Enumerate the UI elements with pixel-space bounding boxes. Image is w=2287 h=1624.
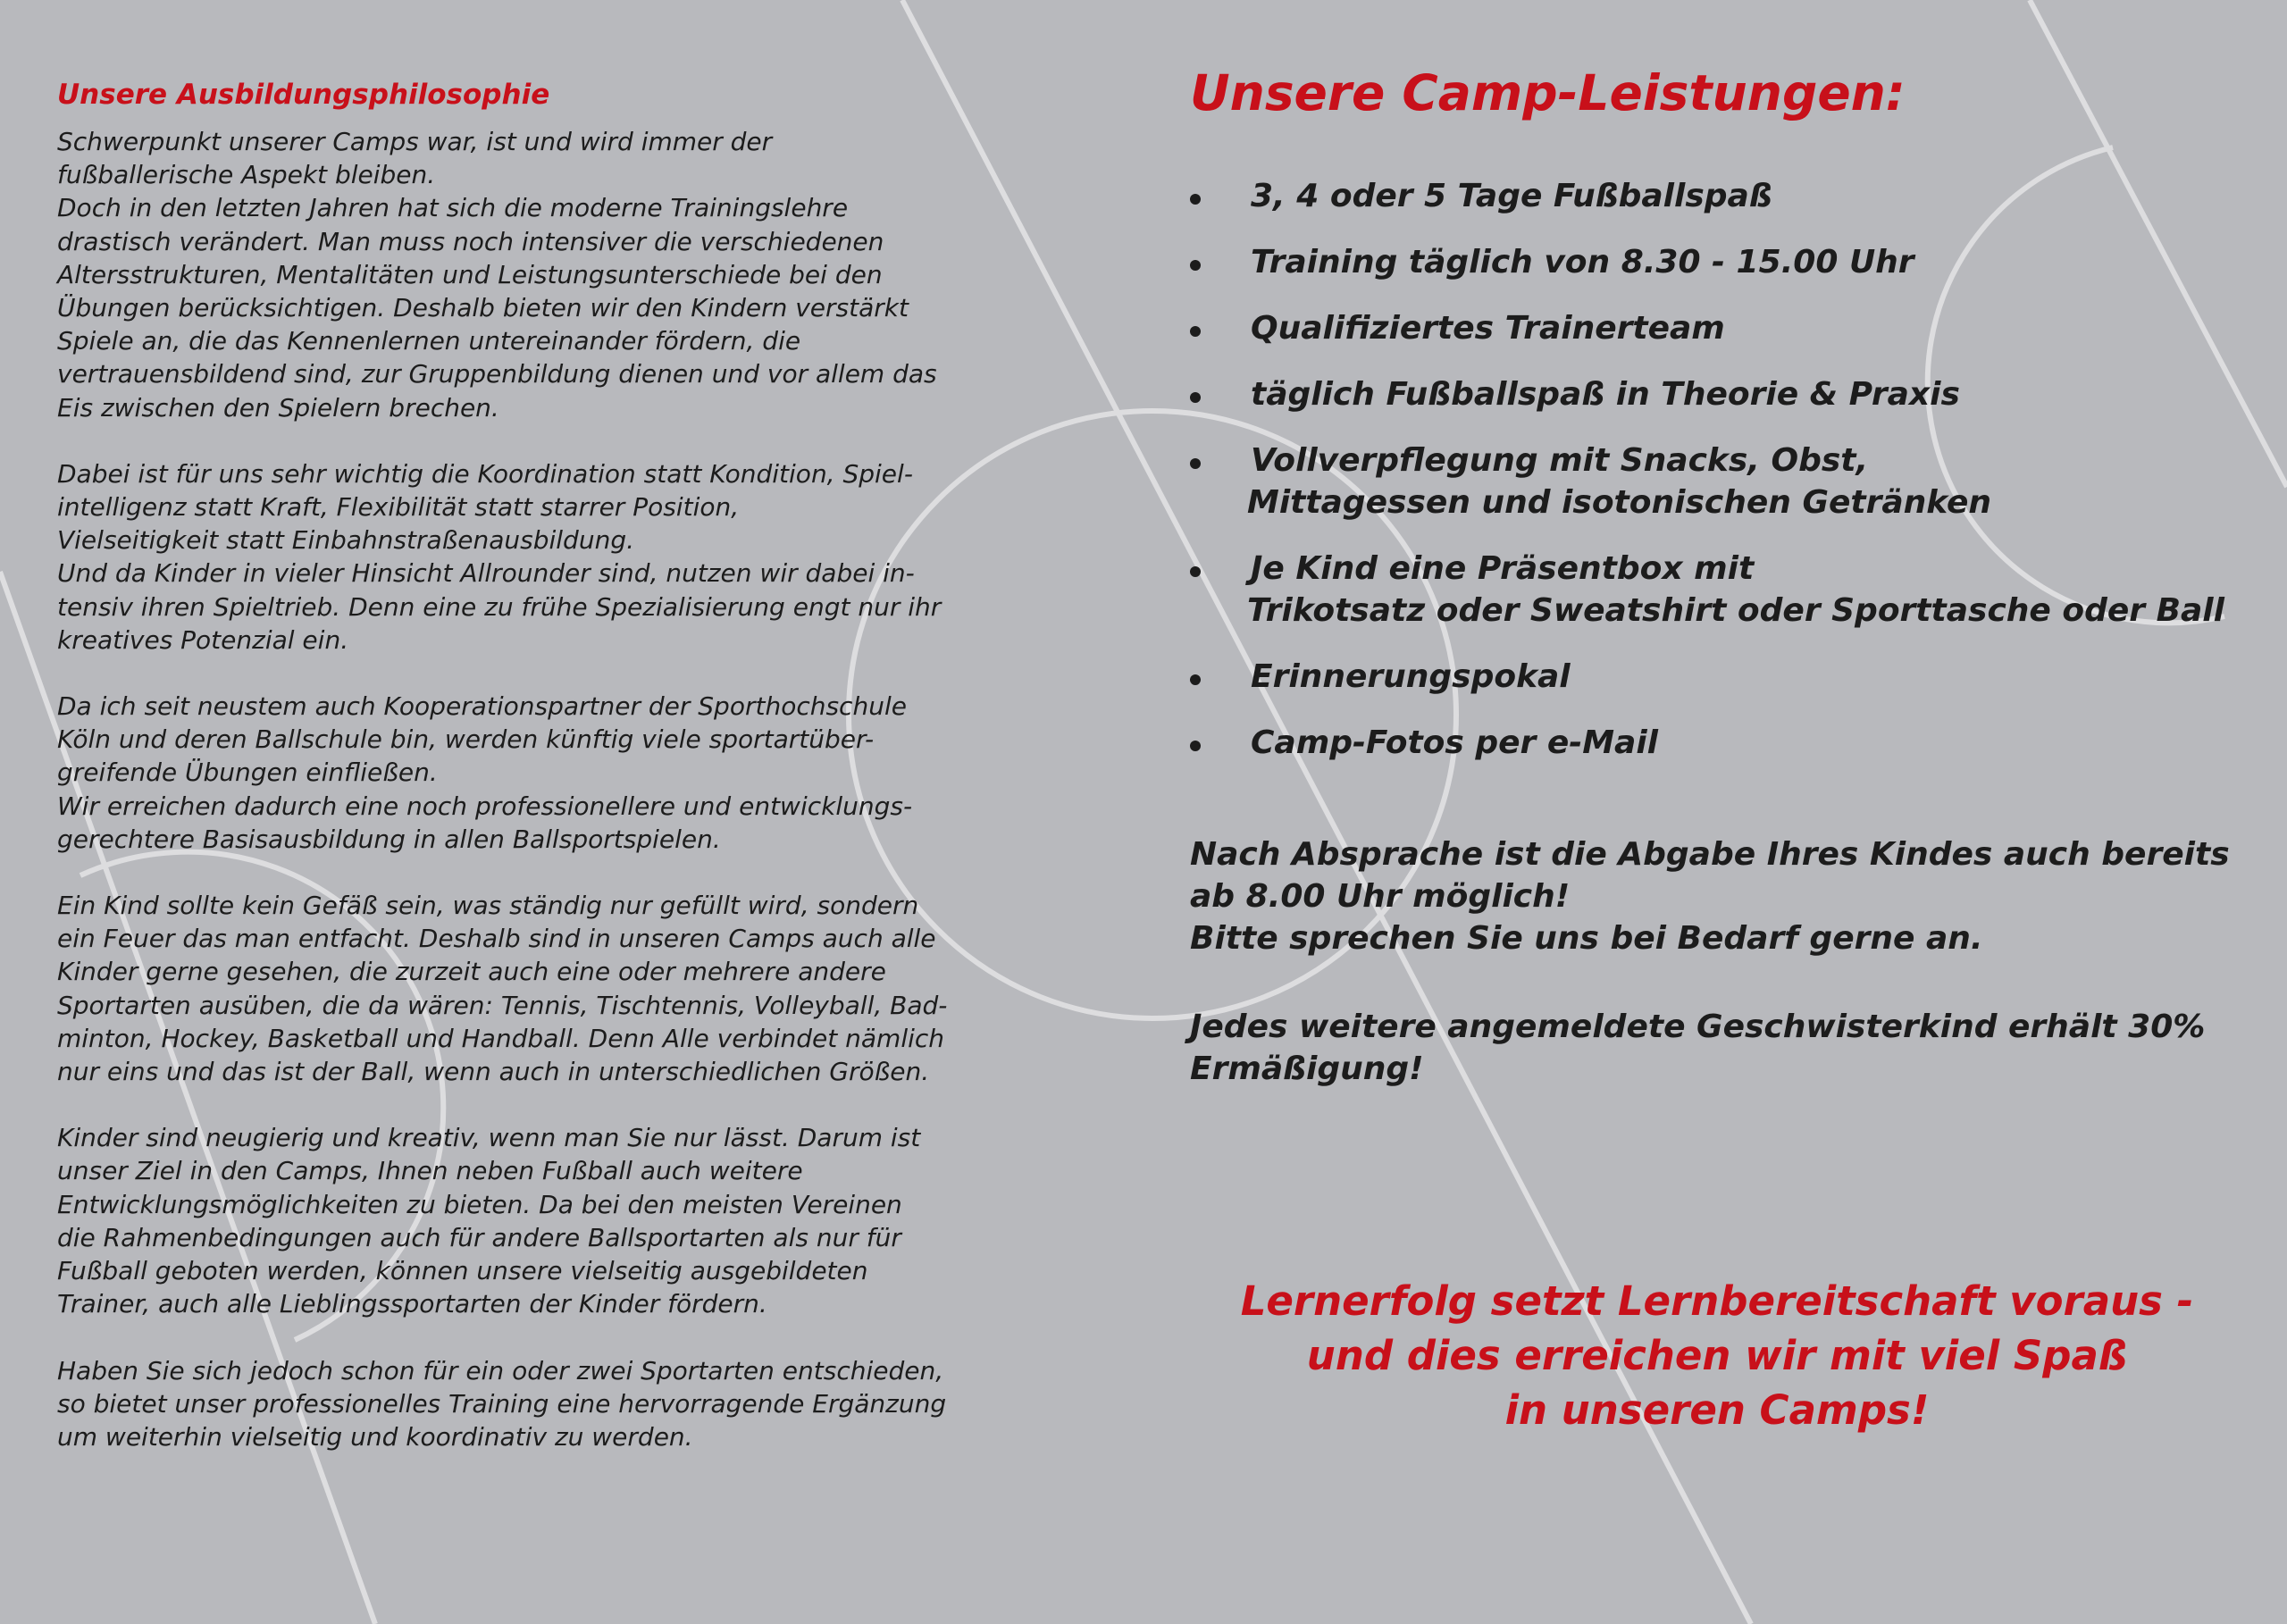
text-line: nur eins und das ist der Ball, wenn auch in unterschiedlichen Größen. <box>57 1057 930 1087</box>
text-line: Kinder gerne gesehen, die zurzeit auch eine oder mehrere andere <box>57 957 886 987</box>
note-line: Bitte sprechen Sie uns bei Bedarf gerne an. <box>1190 920 1983 957</box>
service-item <box>1190 241 2244 283</box>
text-line: die Rahmenbedingungen auch für andere Ballsportarten als nur für <box>57 1222 901 1252</box>
philosophy-column <box>57 73 1035 1486</box>
philosophy-paragraph <box>57 125 1035 424</box>
bullet-icon <box>1190 741 1201 751</box>
text-line: Wir erreichen dadurch eine noch professionellere und entwicklungs- <box>57 791 913 821</box>
text-line: Übungen berücksichtigen. Deshalb bieten wir den Kindern verstärkt <box>57 293 909 323</box>
services-list <box>1190 175 2244 764</box>
service-item <box>1190 307 2244 349</box>
service-text: täglich Fußballspaß in Theorie & Praxis <box>1251 376 1960 413</box>
text-line: Haben Sie sich jedoch schon für ein oder zwei Sportarten entschieden, <box>57 1355 944 1385</box>
service-item <box>1190 656 2244 698</box>
text-line: tensiv ihren Spieltrieb. Denn eine zu frühe Spezialisierung engt nur ihr <box>57 591 942 622</box>
bullet-icon <box>1190 194 1201 205</box>
services-heading: Unsere Camp-Leistungen: <box>1190 64 1906 121</box>
slogan-line: in unseren Camps! <box>1504 1386 1930 1434</box>
service-text: 3, 4 oder 5 Tage Fußballspaß <box>1251 178 1772 214</box>
service-item <box>1190 373 2244 415</box>
bullet-icon <box>1190 326 1201 337</box>
philosophy-paragraph <box>57 457 1035 657</box>
discount-line: Ermäßigung! <box>1190 1051 1424 1087</box>
service-text: Je Kind eine Präsentbox mit <box>1251 550 1755 587</box>
note-line: Nach Absprache ist die Abgabe Ihres Kindes auch bereits <box>1190 836 2230 873</box>
slogan-line: und dies erreichen wir mit viel Spaß <box>1306 1332 2128 1379</box>
text-line: um weiterhin vielseitig und koordinativ zu werden. <box>57 1421 693 1452</box>
text-line: greifende Übungen einfließen. <box>57 758 438 788</box>
dropoff-note <box>1190 833 2244 959</box>
service-item <box>1190 548 2244 632</box>
text-line: Und da Kinder in vieler Hinsicht Allrounder sind, nutzen wir dabei in- <box>57 558 915 589</box>
bullet-icon <box>1190 566 1201 577</box>
service-text: Erinnerungspokal <box>1251 658 1571 695</box>
philosophy-heading: Unsere Ausbildungsphilosophie <box>57 79 550 111</box>
text-line: vertrauensbildend sind, zur Gruppenbildung dienen und vor allem das <box>57 359 937 389</box>
note-line: ab 8.00 Uhr möglich! <box>1190 878 1571 915</box>
philosophy-paragraph <box>57 1354 1035 1454</box>
text-line: Fußball geboten werden, können unsere vielseitig ausgebildeten <box>57 1256 868 1286</box>
philosophy-paragraph <box>57 690 1035 856</box>
philosophy-paragraph <box>57 1121 1035 1320</box>
text-line: Altersstrukturen, Mentalitäten und Leistungsunterschiede bei den <box>57 259 883 289</box>
text-line: Vielseitigkeit statt Einbahnstraßenausbildung. <box>57 525 634 556</box>
text-line: gerechtere Basisausbildung in allen Ballsportspielen. <box>57 824 721 854</box>
text-line: minton, Hockey, Basketball und Handball. Denn Alle verbindet nämlich <box>57 1023 945 1053</box>
text-line: Kinder sind neugierig und kreativ, wenn man Sie nur lässt. Darum ist <box>57 1123 921 1153</box>
text-line: intelligenz statt Kraft, Flexibilität statt starrer Position, <box>57 492 740 523</box>
bullet-icon <box>1190 458 1201 469</box>
service-item <box>1190 722 2244 764</box>
service-item <box>1190 175 2244 217</box>
text-line: fußballerische Aspekt bleiben. <box>57 160 436 190</box>
text-line: Spiele an, die das Kennenlernen untereinander fördern, die <box>57 326 801 356</box>
philosophy-paragraph <box>57 889 1035 1088</box>
text-line: Eis zwischen den Spielern brechen. <box>57 392 499 423</box>
bullet-icon <box>1190 392 1201 403</box>
text-line: so bietet unser professionelles Training eine hervorragende Ergänzung <box>57 1388 947 1419</box>
bullet-icon <box>1190 674 1201 685</box>
bullet-icon <box>1190 260 1201 271</box>
text-line: Köln und deren Ballschule bin, werden künftig viele sportartüber- <box>57 724 875 755</box>
text-line: Ein Kind sollte kein Gefäß sein, was ständig nur gefüllt wird, sondern <box>57 891 919 921</box>
service-text: Camp-Fotos per e-Mail <box>1251 724 1658 761</box>
service-text: Training täglich von 8.30 - 15.00 Uhr <box>1251 244 1914 280</box>
text-line: unser Ziel in den Camps, Ihnen neben Fußball auch weitere <box>57 1156 803 1186</box>
sibling-discount-note <box>1190 1006 2244 1090</box>
text-line: Schwerpunkt unserer Camps war, ist und wird immer der <box>57 127 773 156</box>
slogan-line: Lernerfolg setzt Lernbereitschaft voraus - <box>1240 1277 2194 1325</box>
text-line: Entwicklungsmöglichkeiten zu bieten. Da bei den meisten Vereinen <box>57 1189 902 1219</box>
text-line: kreatives Potenzial ein. <box>57 624 349 655</box>
text-line: Trainer, auch alle Lieblingssportarten der Kinder fördern. <box>57 1289 767 1319</box>
text-line: ein Feuer das man entfacht. Deshalb sind in unseren Camps auch alle <box>57 924 936 954</box>
services-column <box>1190 57 2244 1090</box>
service-item <box>1190 439 2244 523</box>
discount-line: Jedes weitere angemeldete Geschwisterkind erhält 30% <box>1190 1009 2206 1045</box>
slogan <box>1190 1274 2244 1437</box>
service-text: Vollverpflegung mit Snacks, Obst, <box>1251 442 1869 479</box>
text-line: Da ich seit neustem auch Kooperationspartner der Sporthochschule <box>57 691 907 722</box>
service-text: Qualifiziertes Trainerteam <box>1251 310 1725 347</box>
text-line: Sportarten ausüben, die da wären: Tennis, Tischtennis, Volleyball, Bad- <box>57 990 948 1020</box>
service-text: Mittagessen und isotonischen Getränken <box>1247 484 1991 521</box>
text-line: Doch in den letzten Jahren hat sich die moderne Trainingslehre <box>57 193 849 223</box>
text-line: drastisch verändert. Man muss noch intensiver die verschiedenen <box>57 226 884 256</box>
service-text: Trikotsatz oder Sweatshirt oder Sporttasche oder Ball <box>1247 592 2224 629</box>
text-line: Dabei ist für uns sehr wichtig die Koordination statt Kondition, Spiel- <box>57 458 913 489</box>
